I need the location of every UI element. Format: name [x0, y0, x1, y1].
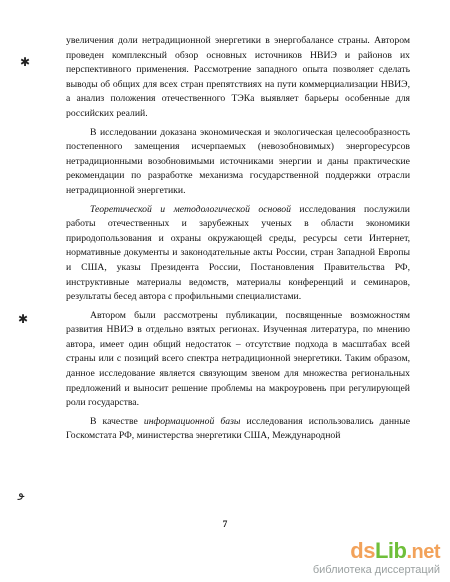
- paragraph-5: [66, 415, 410, 444]
- margin-scribble-mark: ﻮ: [18, 486, 25, 500]
- paragraph-2: В исследовании доказана экономическая и экологическая целесообразность постепенного замещения исчерпаемых (невозобновимых) энергоресурсов нетрадиционными возобновимыми источниками энергии и даны практические рекомендации по разработке механизма государственной поддержки отрасли нетрадиционной энергетики.: [66, 126, 410, 196]
- body-text: [66, 34, 410, 448]
- paragraph-5-prefix: В качестве: [90, 415, 138, 427]
- paragraph-3-text: исследования послужили работы отечественных и зарубежных ученых в области экономики природопользования и охраны окружающей среды, ресурсы сети Интернет, нормативные документы и законодательные акты России, стран Западной Европы и США, указы Президента России, Постановления Правительства РФ, инструктивные материалы ведомств, материалы конференций и семинаров, результаты бесед автора с профильными специалистами.: [66, 203, 410, 303]
- margin-asterisk-mark: ✱: [20, 55, 31, 69]
- paragraph-5-text: исследования использовались данные Госкомстата РФ, министерства энергетики США, Международной: [66, 415, 411, 442]
- paragraph-4: Автором были рассмотрены публикации, посвященные возможностям развития НВИЭ в отдельно взятых регионах. Изученная литература, по мнению автора, имеет один общий недостаток – отсутствие подхода в масштабах всей страны или с позиций всего спектра нетрадиционной энергетики. Таким образом, данное исследование является связующим звеном для множества региональных предложений и выносит решение проблемы на макроуровень при регулирующей роли государства.: [66, 309, 410, 409]
- page-number: 7: [222, 520, 228, 530]
- watermark: [313, 540, 440, 576]
- paragraph-3: [66, 203, 410, 305]
- paragraph-1: увеличения доли нетрадиционной энергетики в энергобалансе страны. Автором проведен комплексный обзор основных источников НВИЭ и районов их перспективного применения. Рассмотрение западного опыта позволяет сделать выводы об общих для всех стран препятствиях на пути коммерциализации НВИЭ, а анализ положения отечественного ТЭКа выявляет барьеры особенные для российских реалий.: [66, 35, 410, 119]
- margin-asterisk-mark: ✱: [18, 312, 29, 326]
- watermark-subtitle: библиотека диссертаций: [312, 564, 440, 576]
- italic-phrase: информационной базы: [143, 415, 241, 427]
- italic-phrase: Теоретической и методологической основой: [90, 203, 291, 215]
- watermark-logo: dsLib.net: [350, 538, 440, 563]
